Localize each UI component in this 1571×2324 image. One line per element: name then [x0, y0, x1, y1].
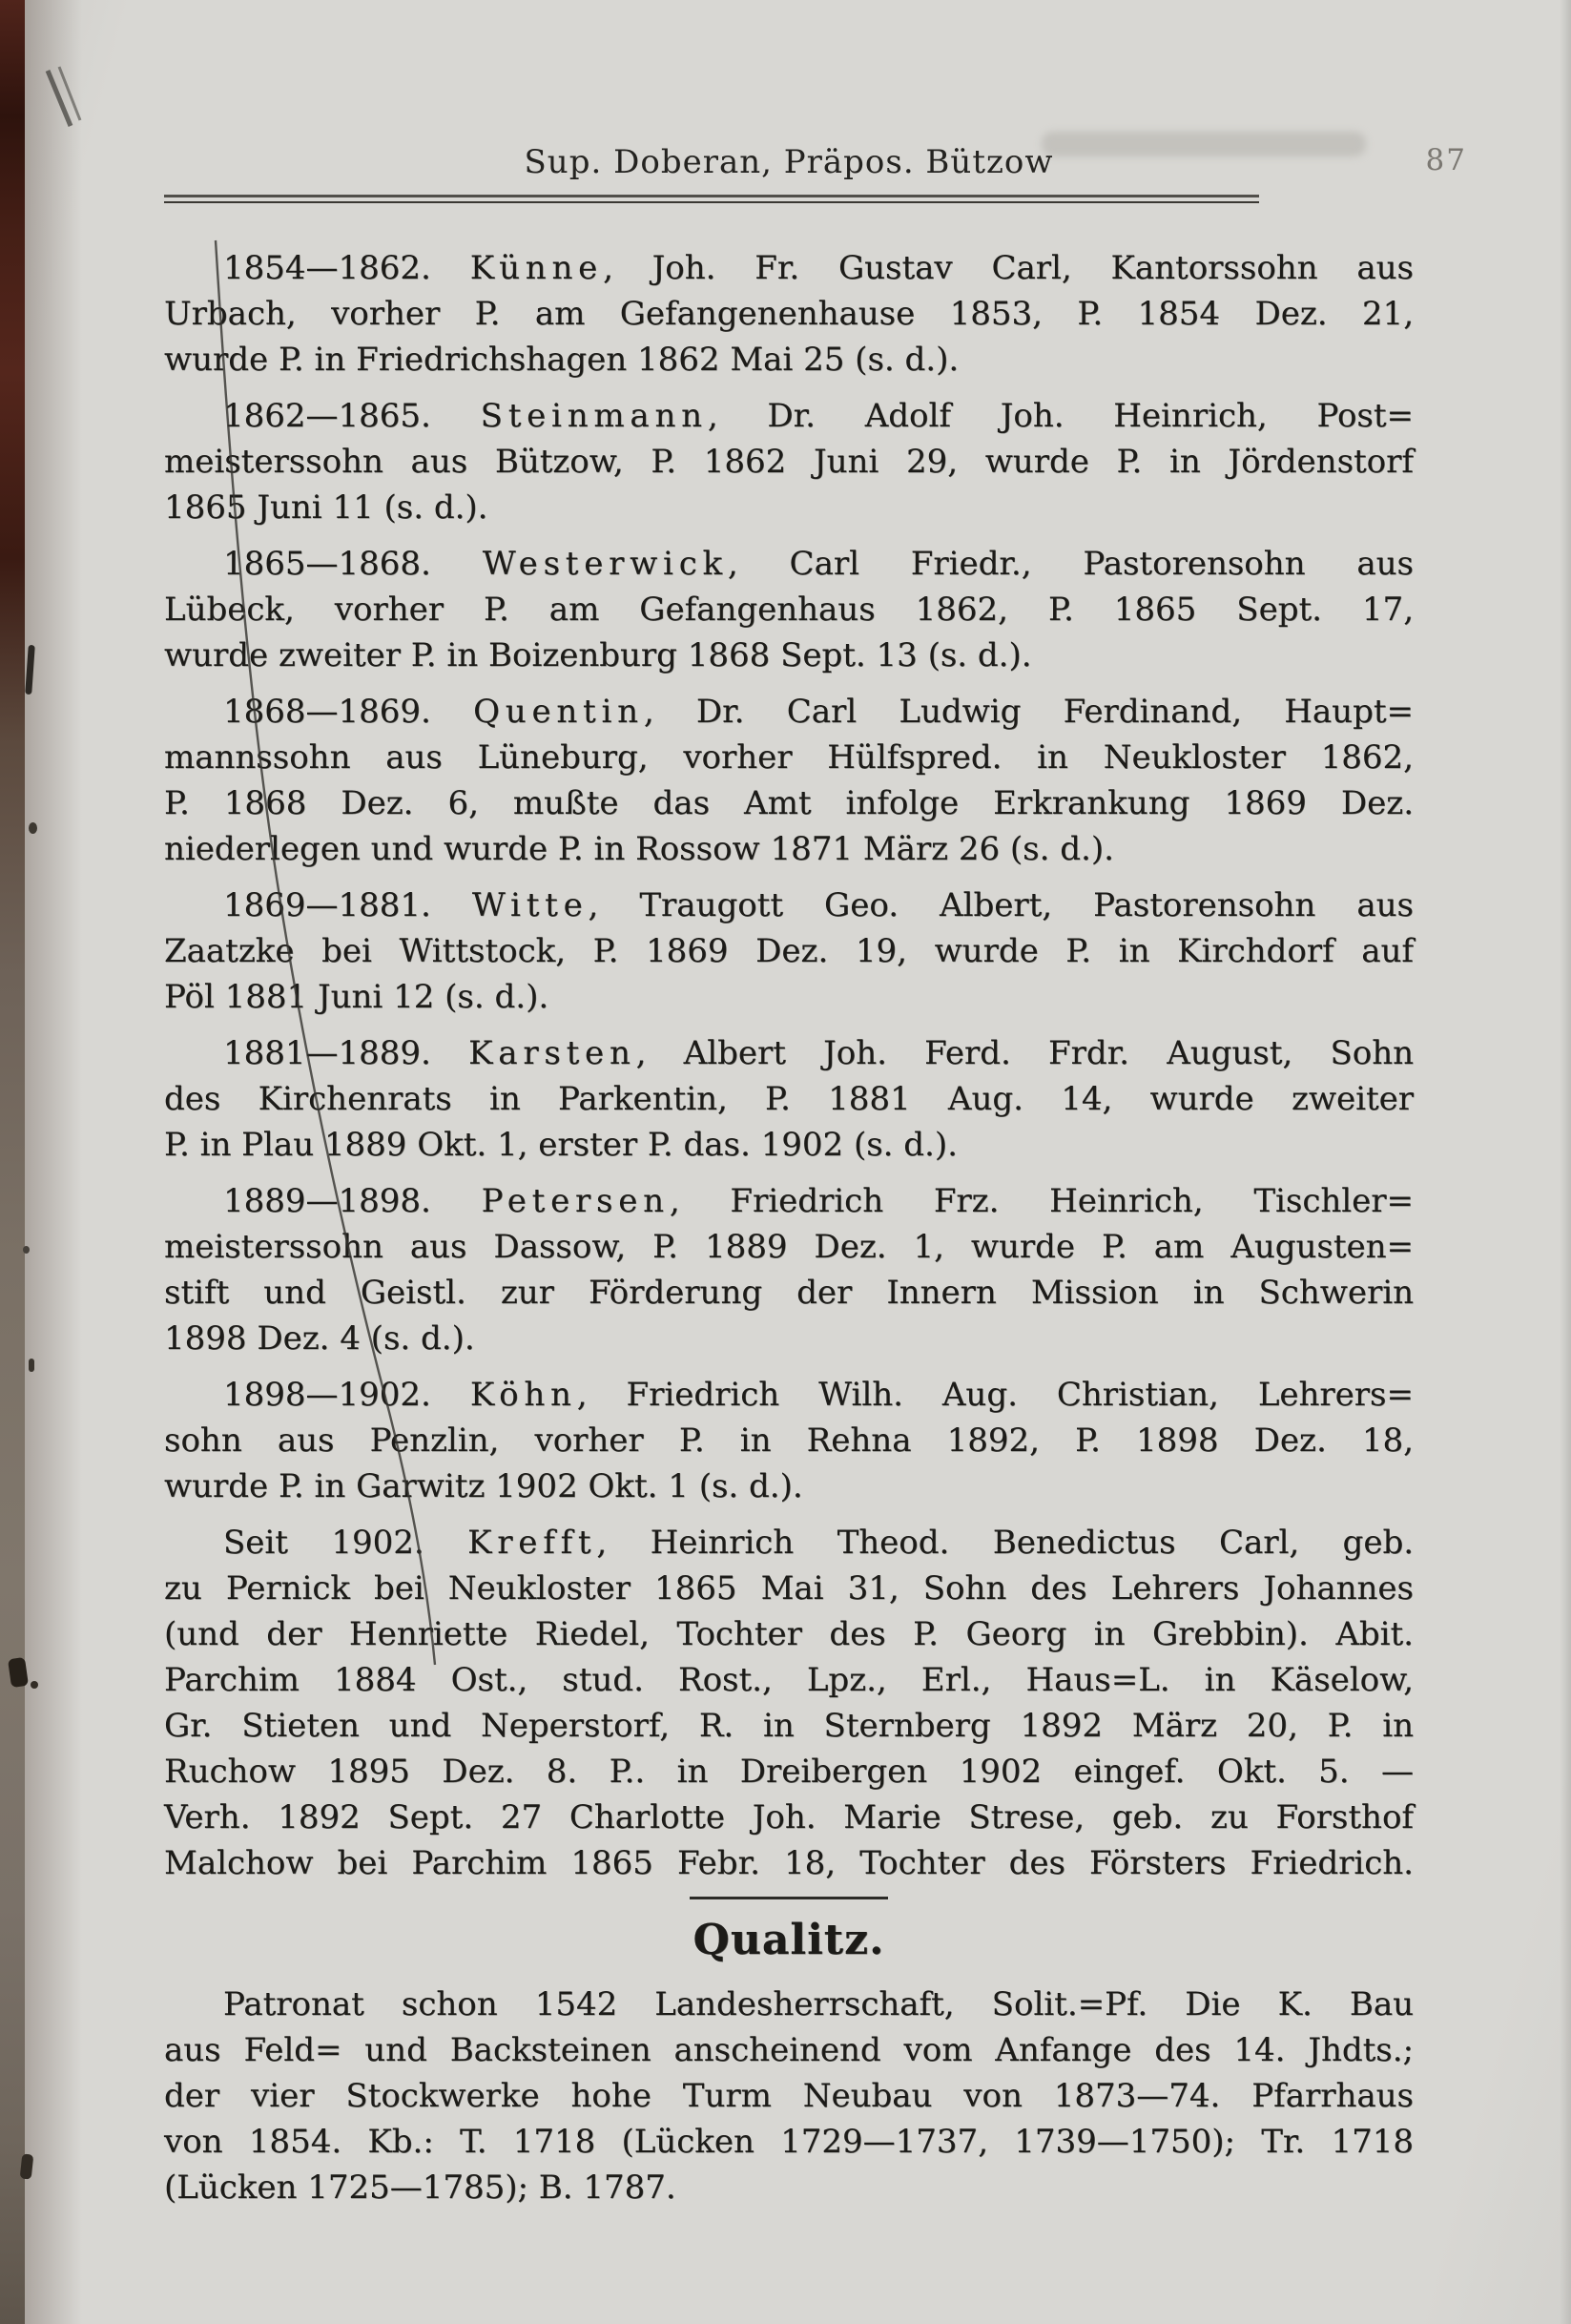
text-line: von 1854. Kb.: T. 1718 (Lücken 1729—1737, 1739—1750); Tr. 1718 [164, 2123, 1414, 2161]
text-line: wurde P. in Friedrichshagen 1862 Mai 25 (s. d.). [164, 341, 960, 379]
text-line: Verh. 1892 Sept. 27 Charlotte Joh. Marie Strese, geb. zu Forsthof [164, 1798, 1414, 1836]
entry-text: , Traugott Geo. Albert, Pastorensohn aus [588, 886, 1414, 924]
tenure-range: 1862—1865. [223, 397, 431, 435]
pastor-name: Quentin [473, 693, 644, 731]
page-right-edge [1560, 0, 1571, 2324]
text-line: mannssohn aus Lüneburg, vorher Hülfspred. in Neukloster 1862, [164, 738, 1414, 777]
qualitz-description [164, 1982, 1414, 2210]
pastor-entry [164, 689, 1414, 872]
entry-text: , Carl Friedr., Pastorensohn aus [727, 545, 1414, 583]
text-line: Pöl 1881 Juni 12 (s. d.). [164, 978, 549, 1016]
text-line: der vier Stockwerke hohe Turm Neubau von 1873—74. Pfarrhaus [164, 2077, 1414, 2115]
pastor-name: Steinmann [480, 397, 708, 435]
text-line: Parchim 1884 Ost., stud. Rost., Lpz., Erl., Haus=L. in Käselow, [164, 1661, 1414, 1699]
text-line: 1865 Juni 11 (s. d.). [164, 488, 488, 527]
entry-text: , Joh. Fr. Gustav Carl, Kantorssohn aus [603, 249, 1414, 287]
spine-shadow [25, 0, 82, 2324]
text-line [164, 245, 1414, 291]
text-line: (und der Henriette Riedel, Tochter des P. Georg in Grebbin). Abit. [164, 1615, 1414, 1653]
pastor-entry [164, 541, 1414, 678]
running-header-title: Sup. Doberan, Präpos. Bützow [524, 143, 1054, 181]
text-line: niederlegen und wurde P. in Rossow 1871 März 26 (s. d.). [164, 830, 1114, 868]
text-line [164, 1520, 1414, 1566]
text-line: stift und Geistl. zur Förderung der Innern Mission in Schwerin [164, 1274, 1414, 1312]
text-line: Lübeck, vorher P. am Gefangenhaus 1862, P. 1865 Sept. 17, [164, 591, 1414, 629]
pastor-entry [164, 882, 1414, 1020]
tenure-range: 1898—1902. [223, 1376, 431, 1414]
tenure-range: 1881—1889. [223, 1034, 431, 1072]
entry-text: , Dr. Adolf Joh. Heinrich, Post= [707, 397, 1415, 435]
tenure-range: 1868—1869. [223, 693, 431, 731]
pastor-name: Künne [469, 249, 604, 287]
book-spine-edge [0, 0, 25, 2324]
page-number: 87 [1425, 143, 1467, 177]
entry-text: , Friedrich Wilh. Aug. Christian, Lehrers= [576, 1376, 1414, 1414]
tenure-range: Seit 1902. [223, 1524, 424, 1562]
text-line [164, 1030, 1414, 1076]
text-line: wurde zweiter P. in Boizenburg 1868 Sept. 13 (s. d.). [164, 636, 1032, 674]
section-divider [690, 1897, 888, 1899]
text-line: (Lücken 1725—1785); B. 1787. [164, 2168, 676, 2207]
tenure-range: 1869—1881. [223, 886, 431, 924]
pastor-name: Westerwick [482, 545, 728, 583]
text-line: Urbach, vorher P. am Gefangenenhause 1853, P. 1854 Dez. 21, [164, 295, 1414, 333]
pastor-entry [164, 393, 1414, 530]
tenure-range: 1854—1862. [223, 249, 431, 287]
pastor-name: Karsten [468, 1034, 636, 1072]
section-heading-qualitz: Qualitz. [692, 1916, 885, 1964]
text-line: des Kirchenrats in Parkentin, P. 1881 Aug. 14, wurde zweiter [164, 1080, 1414, 1118]
text-line: Malchow bei Parchim 1865 Febr. 18, Tochter des Försters Friedrich. [164, 1844, 1414, 1882]
text-line [164, 1178, 1414, 1224]
text-line: Gr. Stieten und Neperstorf, R. in Sternberg 1892 März 20, P. in [164, 1707, 1414, 1745]
pastor-name: Krefft [467, 1524, 597, 1562]
entry-text: , Heinrich Theod. Benedictus Carl, geb. [596, 1524, 1415, 1562]
text-line: Patronat schon 1542 Landesherrschaft, Solit.=Pf. Die K. Bau [223, 1985, 1414, 2023]
running-header [164, 143, 1467, 187]
text-line: 1898 Dez. 4 (s. d.). [164, 1319, 475, 1358]
pastor-entry [164, 245, 1414, 383]
header-rule [164, 195, 1259, 203]
entry-text: , Dr. Carl Ludwig Ferdinand, Haupt= [643, 693, 1414, 731]
text-line: meisterssohn aus Bützow, P. 1862 Juni 29, wurde P. in Jördenstorf [164, 443, 1414, 481]
pastor-entry [164, 1030, 1414, 1168]
text-line: Ruchow 1895 Dez. 8. P.. in Dreibergen 1902 eingef. Okt. 5. — [164, 1753, 1414, 1791]
pastor-entry [164, 1520, 1414, 1886]
text-line: P. in Plau 1889 Okt. 1, erster P. das. 1902 (s. d.). [164, 1126, 958, 1164]
text-line [164, 393, 1414, 439]
tenure-range: 1889—1898. [223, 1182, 431, 1220]
text-line: P. 1868 Dez. 6, mußte das Amt infolge Erkrankung 1869 Dez. [164, 784, 1414, 822]
entry-text: , Friedrich Frz. Heinrich, Tischler= [669, 1182, 1414, 1220]
tenure-range: 1865—1868. [223, 545, 431, 583]
text-line [164, 541, 1414, 587]
text-line [164, 882, 1414, 928]
page-content [164, 0, 1467, 2221]
text-line [164, 689, 1414, 735]
text-line: sohn aus Penzlin, vorher P. in Rehna 1892, P. 1898 Dez. 18, [164, 1421, 1414, 1460]
text-line: Zaatzke bei Wittstock, P. 1869 Dez. 19, wurde P. in Kirchdorf auf [164, 932, 1414, 970]
pastor-name: Köhn [469, 1376, 577, 1414]
pastor-name: Witte [471, 886, 589, 924]
entry-text: , Albert Joh. Ferd. Frdr. August, Sohn [635, 1034, 1415, 1072]
pastor-entry [164, 1178, 1414, 1361]
text-line: meisterssohn aus Dassow, P. 1889 Dez. 1, wurde P. am Augusten= [164, 1228, 1414, 1266]
pastor-entry [164, 1372, 1414, 1509]
text-line: wurde P. in Garwitz 1902 Okt. 1 (s. d.). [164, 1467, 803, 1505]
text-line: aus Feld= und Backsteinen anscheinend vom Anfange des 14. Jhdts.; [164, 2031, 1414, 2069]
text-line [164, 1372, 1414, 1418]
text-line: zu Pernick bei Neukloster 1865 Mai 31, Sohn des Lehrers Johannes [164, 1569, 1414, 1608]
pastor-name: Petersen [481, 1182, 670, 1220]
pastor-list [164, 245, 1414, 2210]
